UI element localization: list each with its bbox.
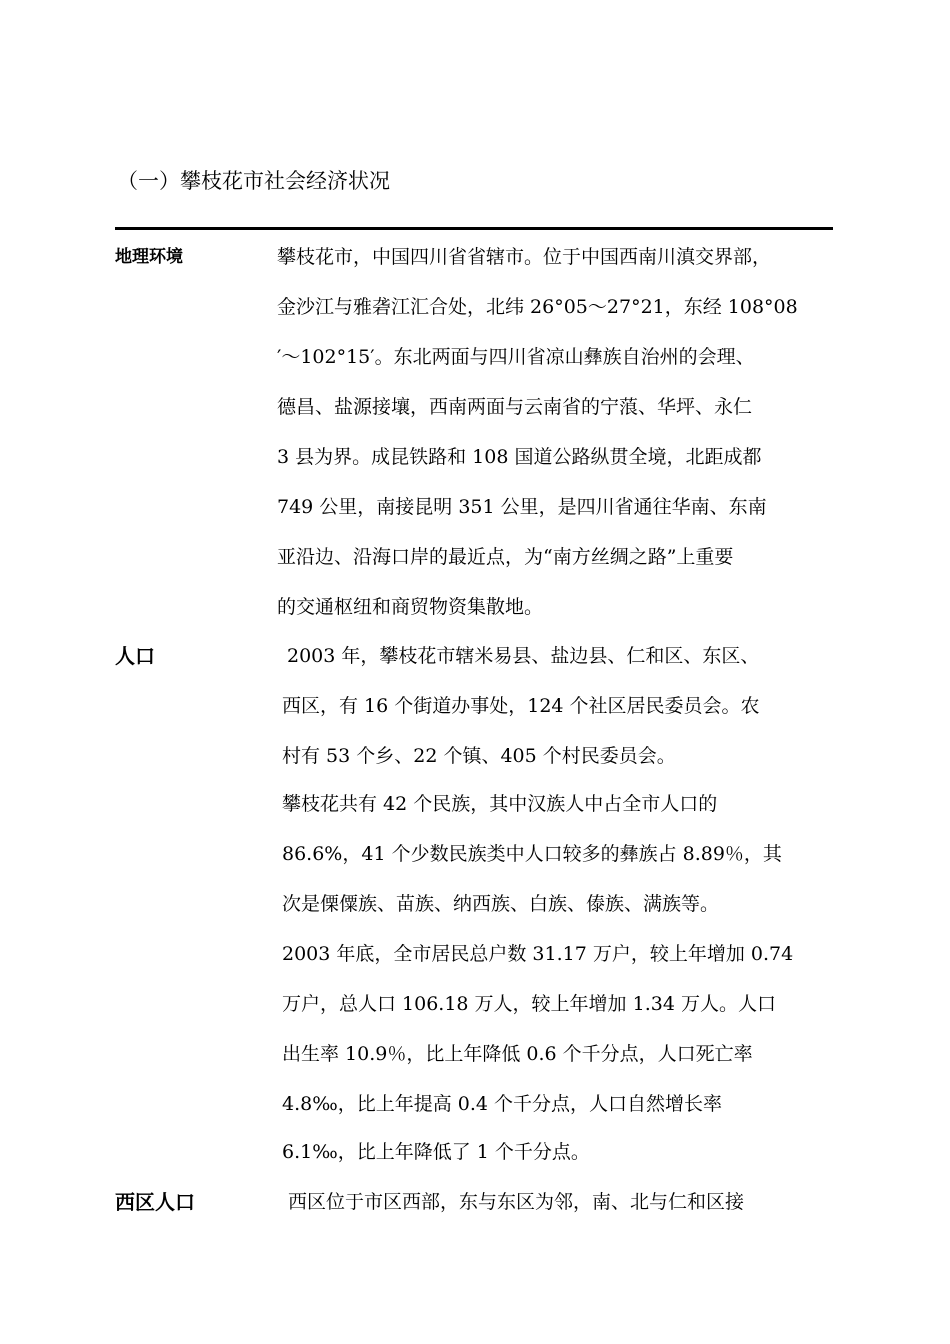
geography-line-6: 749 公里，南接昆明 351 公里，是四川省通往华南、东南 (277, 496, 767, 518)
population-line-10: 4.8‰，比上年提高 0.4 个千分点，人口自然增长率 (282, 1093, 723, 1115)
label-geography: 地理环境 (115, 247, 183, 267)
geography-line-2: 金沙江与雅砻江汇合处，北纬 26°05～27°21，东经 108°08 (277, 296, 798, 318)
population-line-5: 86.6%，41 个少数民族类中人口较多的彝族占 8.89％，其 (282, 843, 782, 865)
geography-line-8: 的交通枢纽和商贸物资集散地。 (277, 596, 544, 618)
population-line-7: 2003 年底，全市居民总户数 31.17 万户，较上年增加 0.74 (282, 943, 794, 965)
geography-line-1: 攀枝花市，中国四川省省辖市。位于中国西南川滇交界部， (277, 246, 772, 268)
title-divider (115, 227, 833, 230)
population-line-1: 2003 年，攀枝花市辖米易县、盐边县、仁和区、东区、 (287, 645, 760, 667)
geography-line-7: 亚沿边、沿海口岸的最近点，为“南方丝绸之路”上重要 (277, 546, 734, 568)
population-line-8: 万户，总人口 106.18 万人，较上年增加 1.34 万人。人口 (282, 993, 776, 1015)
label-xiqu-population: 西区人口 (115, 1190, 195, 1214)
geography-line-5: 3 县为界。成昆铁路和 108 国道公路纵贯全境，北距成都 (277, 446, 762, 468)
geography-line-3: ′～102°15′。东北两面与四川省凉山彝族自治州的会理、 (277, 346, 755, 368)
xiqu-population-line-1: 西区位于市区西部，东与东区为邻，南、北与仁和区接 (288, 1191, 745, 1213)
population-line-3: 村有 53 个乡、22 个镇、405 个村民委员会。 (282, 745, 676, 767)
geography-line-4: 德昌、盐源接壤，西南两面与云南省的宁蒗、华坪、永仁 (277, 396, 753, 418)
population-line-2: 西区，有 16 个街道办事处，124 个社区居民委员会。农 (282, 695, 760, 717)
population-line-11: 6.1‰，比上年降低了 1 个千分点。 (282, 1141, 590, 1163)
population-line-6: 次是傈僳族、苗族、纳西族、白族、傣族、满族等。 (282, 893, 720, 915)
population-line-4: 攀枝花共有 42 个民族，其中汉族人中占全市人口的 (282, 793, 718, 815)
label-population: 人口 (115, 644, 155, 668)
section-title: （一）攀枝花市社会经济状况 (117, 169, 390, 193)
population-line-9: 出生率 10.9％，比上年降低 0.6 个千分点，人口死亡率 (282, 1043, 753, 1065)
